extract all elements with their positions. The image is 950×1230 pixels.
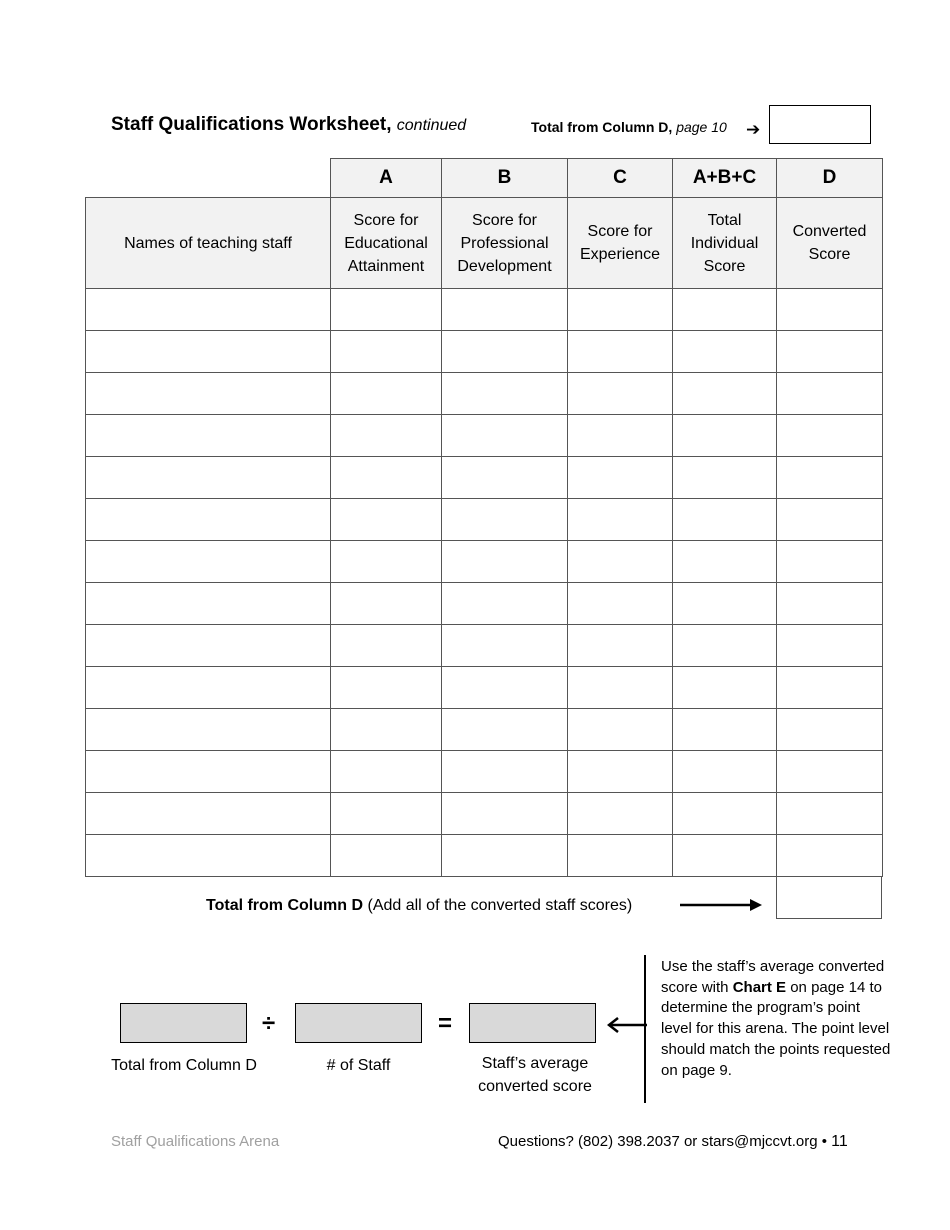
top-total-label bbox=[531, 119, 727, 135]
table-row bbox=[86, 415, 883, 457]
table-cell[interactable] bbox=[568, 709, 673, 751]
page-number: 11 bbox=[831, 1133, 848, 1150]
table-cell[interactable] bbox=[777, 499, 883, 541]
title-bold: Staff Qualifications Worksheet, bbox=[111, 114, 392, 135]
table-cell[interactable] bbox=[673, 331, 777, 373]
table-cell[interactable] bbox=[86, 751, 331, 793]
table-row bbox=[86, 583, 883, 625]
table-cell[interactable] bbox=[568, 751, 673, 793]
long-arrow-right-icon bbox=[680, 895, 762, 915]
col-letter-b: B bbox=[442, 159, 568, 198]
table-cell[interactable] bbox=[331, 793, 442, 835]
box2-label: # of Staff bbox=[326, 1057, 391, 1074]
table-cell[interactable] bbox=[673, 583, 777, 625]
table-cell[interactable] bbox=[86, 499, 331, 541]
table-cell[interactable] bbox=[568, 457, 673, 499]
footer-contact: Questions? (802) 398.2037 or stars@mjccvt.org • 11 bbox=[498, 1133, 848, 1150]
col-letter-abc: A+B+C bbox=[673, 159, 777, 198]
table-cell[interactable] bbox=[331, 457, 442, 499]
total-column-d-input[interactable] bbox=[120, 1003, 247, 1043]
table-cell[interactable] bbox=[442, 331, 568, 373]
table-row bbox=[86, 835, 883, 877]
table-row bbox=[86, 331, 883, 373]
table-cell[interactable] bbox=[331, 835, 442, 877]
table-cell[interactable] bbox=[777, 331, 883, 373]
table-cell[interactable] bbox=[777, 415, 883, 457]
table-cell[interactable] bbox=[86, 667, 331, 709]
top-total-bold: Total from Column D, bbox=[531, 119, 673, 135]
table-cell[interactable] bbox=[568, 289, 673, 331]
staff-count-input[interactable] bbox=[295, 1003, 422, 1043]
table-cell[interactable] bbox=[442, 373, 568, 415]
table-cell[interactable] bbox=[777, 289, 883, 331]
header-experience: Score for Experience bbox=[568, 198, 673, 289]
totals-row bbox=[85, 877, 882, 919]
table-cell[interactable] bbox=[777, 625, 883, 667]
table-cell[interactable] bbox=[86, 709, 331, 751]
table-cell[interactable] bbox=[86, 331, 331, 373]
table-cell[interactable] bbox=[442, 541, 568, 583]
header-total-individual-score: Total Individual Score bbox=[673, 198, 777, 289]
worksheet-title bbox=[111, 114, 466, 136]
table-cell[interactable] bbox=[568, 499, 673, 541]
box3-label: Staff’s average converted score bbox=[478, 1055, 592, 1095]
table-cell[interactable] bbox=[331, 667, 442, 709]
table-cell[interactable] bbox=[86, 415, 331, 457]
table-cell[interactable] bbox=[568, 373, 673, 415]
table-cell[interactable] bbox=[86, 793, 331, 835]
table-cell[interactable] bbox=[568, 583, 673, 625]
header-educational-attainment: Score for Educational Attainment bbox=[331, 198, 442, 289]
table-cell[interactable] bbox=[442, 457, 568, 499]
table-cell[interactable] bbox=[442, 415, 568, 457]
header-professional-development: Score for Professional Development bbox=[442, 198, 568, 289]
table-row bbox=[86, 667, 883, 709]
divide-symbol: ÷ bbox=[262, 1010, 276, 1037]
top-total-input-box[interactable] bbox=[769, 105, 871, 144]
table-row bbox=[86, 751, 883, 793]
header-converted-score: Converted Score bbox=[777, 198, 883, 289]
table-row bbox=[86, 499, 883, 541]
table-cell[interactable] bbox=[86, 541, 331, 583]
table-cell[interactable] bbox=[331, 625, 442, 667]
table-cell[interactable] bbox=[86, 583, 331, 625]
table-cell[interactable] bbox=[442, 793, 568, 835]
table-cell[interactable] bbox=[568, 835, 673, 877]
table-cell[interactable] bbox=[673, 415, 777, 457]
arrow-right-icon: ➔ bbox=[746, 120, 761, 139]
table-cell[interactable] bbox=[331, 499, 442, 541]
table-cell[interactable] bbox=[777, 583, 883, 625]
table-cell[interactable] bbox=[673, 499, 777, 541]
table-cell[interactable] bbox=[673, 289, 777, 331]
table-cell[interactable] bbox=[673, 835, 777, 877]
table-cell[interactable] bbox=[442, 751, 568, 793]
equals-symbol: = bbox=[438, 1010, 453, 1037]
table-row bbox=[86, 289, 883, 331]
table-cell[interactable] bbox=[673, 541, 777, 583]
table-row bbox=[86, 373, 883, 415]
table-cell[interactable] bbox=[777, 667, 883, 709]
table-cell[interactable] bbox=[442, 499, 568, 541]
table-cell[interactable] bbox=[86, 835, 331, 877]
table-cell[interactable] bbox=[777, 793, 883, 835]
table-cell[interactable] bbox=[568, 331, 673, 373]
table-cell[interactable] bbox=[442, 625, 568, 667]
table-cell[interactable] bbox=[777, 541, 883, 583]
col-letter-a: A bbox=[331, 159, 442, 198]
table-cell[interactable] bbox=[568, 415, 673, 457]
arrow-left-icon bbox=[607, 1015, 647, 1035]
divider-line bbox=[644, 955, 646, 1103]
table-cell[interactable] bbox=[442, 835, 568, 877]
table-cell[interactable] bbox=[442, 667, 568, 709]
table-cell[interactable] bbox=[331, 373, 442, 415]
staff-table bbox=[85, 158, 882, 877]
column-d-total-box[interactable] bbox=[776, 877, 882, 919]
table-cell[interactable] bbox=[673, 373, 777, 415]
table-cell[interactable] bbox=[331, 751, 442, 793]
col-letter-d: D bbox=[777, 159, 883, 198]
table-row bbox=[86, 541, 883, 583]
table-cell[interactable] bbox=[86, 457, 331, 499]
table-cell[interactable] bbox=[568, 625, 673, 667]
table-cell[interactable] bbox=[568, 667, 673, 709]
table-cell[interactable] bbox=[442, 583, 568, 625]
table-cell[interactable] bbox=[331, 541, 442, 583]
table-cell[interactable] bbox=[331, 583, 442, 625]
table-cell[interactable] bbox=[777, 709, 883, 751]
title-italic: continued bbox=[396, 117, 467, 134]
table-row bbox=[86, 793, 883, 835]
instruction-note: Use the staff’s average converted score with Chart E on page 14 to determine the program’s point level for this arena. The point level should match the points requested on page 9. bbox=[661, 958, 891, 1079]
table-cell[interactable] bbox=[86, 625, 331, 667]
table-cell[interactable] bbox=[777, 751, 883, 793]
table-cell[interactable] bbox=[777, 373, 883, 415]
box1-label: Total from Column D bbox=[111, 1057, 257, 1074]
header-names: Names of teaching staff bbox=[86, 198, 331, 289]
table-cell[interactable] bbox=[331, 709, 442, 751]
table-row bbox=[86, 457, 883, 499]
table-cell[interactable] bbox=[777, 835, 883, 877]
table-cell[interactable] bbox=[673, 793, 777, 835]
table-cell[interactable] bbox=[673, 751, 777, 793]
table-cell[interactable] bbox=[331, 331, 442, 373]
table-row bbox=[86, 709, 883, 751]
table-cell[interactable] bbox=[331, 289, 442, 331]
table-cell[interactable] bbox=[568, 541, 673, 583]
totals-label: Total from Column D (Add all of the converted staff scores) bbox=[206, 897, 633, 914]
table-row bbox=[86, 625, 883, 667]
table-cell[interactable] bbox=[777, 457, 883, 499]
blank-corner-cell bbox=[86, 159, 331, 198]
table-cell[interactable] bbox=[673, 667, 777, 709]
top-total-italic: page 10 bbox=[676, 119, 727, 135]
table-cell[interactable] bbox=[673, 457, 777, 499]
table-cell[interactable] bbox=[86, 289, 331, 331]
table-cell[interactable] bbox=[442, 289, 568, 331]
footer-section-name: Staff Qualifications Arena bbox=[111, 1133, 280, 1150]
col-letter-c: C bbox=[568, 159, 673, 198]
table-cell[interactable] bbox=[86, 373, 331, 415]
average-score-input[interactable] bbox=[469, 1003, 596, 1043]
table-cell[interactable] bbox=[442, 709, 568, 751]
table-cell[interactable] bbox=[673, 625, 777, 667]
table-cell[interactable] bbox=[568, 793, 673, 835]
table-cell[interactable] bbox=[331, 415, 442, 457]
table-cell[interactable] bbox=[673, 709, 777, 751]
